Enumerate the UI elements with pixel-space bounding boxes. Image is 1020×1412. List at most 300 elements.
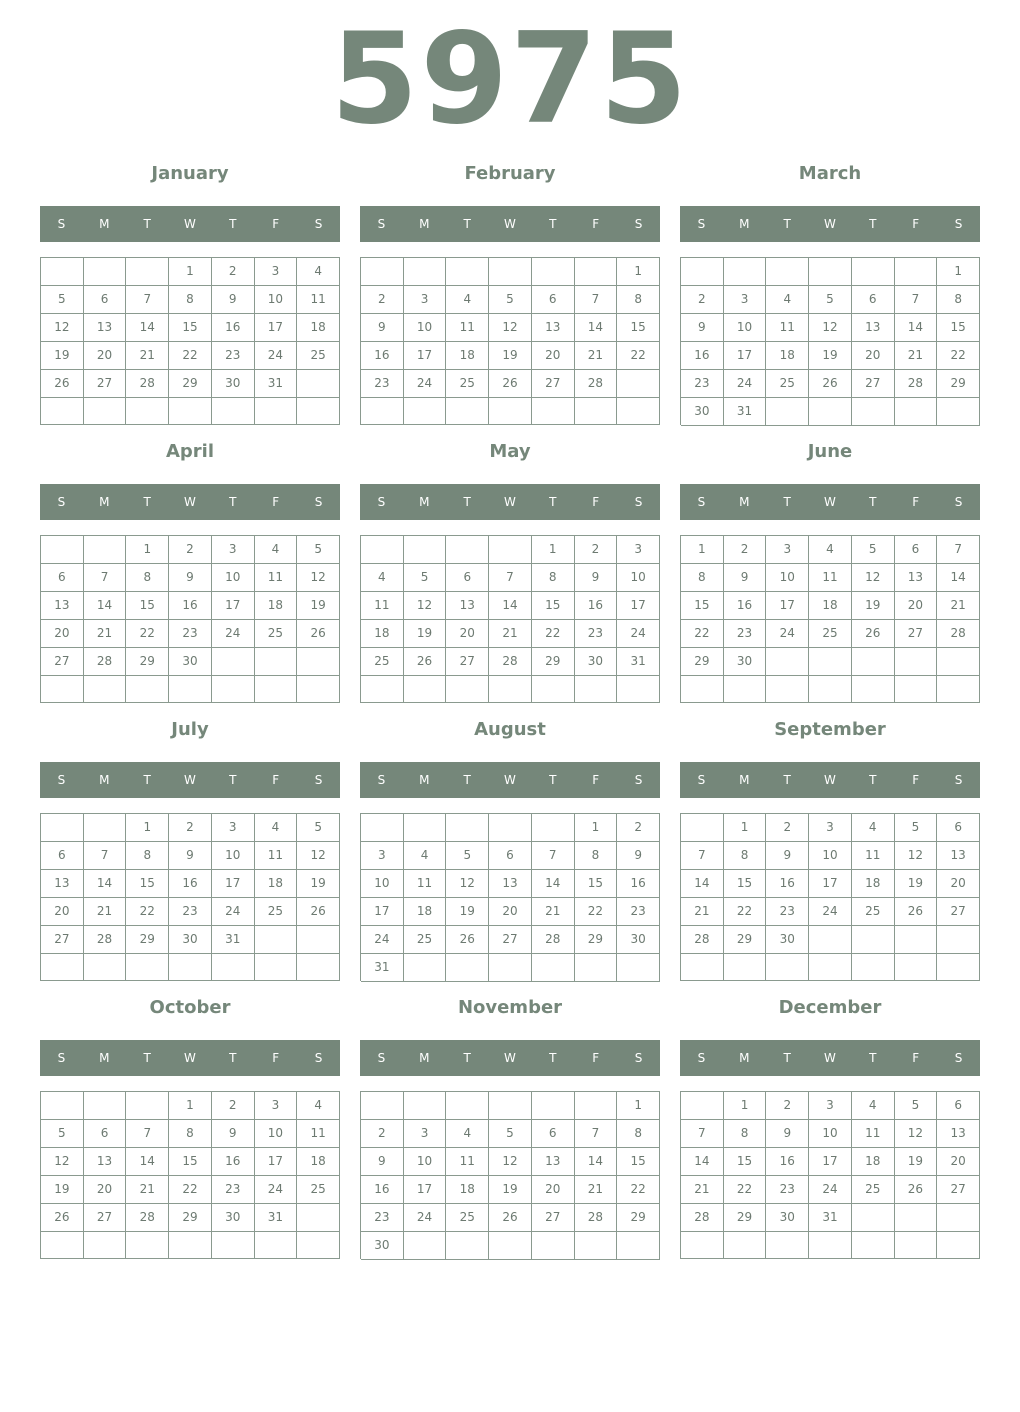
weekday-label: M (99, 217, 110, 231)
day-cell: 15 (126, 592, 169, 620)
weekday-header (360, 206, 660, 242)
weekday-label: W (184, 773, 196, 787)
day-cell: 9 (617, 842, 660, 870)
day-cell (852, 1204, 895, 1232)
day-cell: 21 (681, 898, 724, 926)
day-cell: 19 (895, 870, 938, 898)
day-cell: 19 (895, 1148, 938, 1176)
day-cell: 16 (212, 1148, 255, 1176)
day-cell: 6 (41, 564, 84, 592)
weekday-header (680, 484, 980, 520)
day-cell: 3 (809, 1092, 852, 1120)
day-cell: 20 (84, 1176, 127, 1204)
day-cell: 23 (169, 620, 212, 648)
day-grid (680, 535, 980, 703)
day-cell: 27 (489, 926, 532, 954)
day-cell: 11 (361, 592, 404, 620)
day-cell: 21 (84, 898, 127, 926)
day-cell (126, 1232, 169, 1259)
weekday-label: T (229, 217, 237, 231)
day-cell: 13 (84, 314, 127, 342)
day-cell: 11 (297, 1120, 340, 1148)
day-cell: 30 (617, 926, 660, 954)
day-cell: 26 (489, 1204, 532, 1232)
day-cell: 10 (404, 314, 447, 342)
weekday-label: S (954, 217, 963, 231)
day-cell: 2 (766, 1092, 809, 1120)
month-name: January (151, 163, 229, 184)
day-cell (895, 398, 938, 426)
day-cell (404, 1092, 447, 1120)
day-cell: 8 (724, 842, 767, 870)
day-cell (297, 926, 340, 954)
day-cell: 20 (41, 620, 84, 648)
day-cell: 16 (361, 342, 404, 370)
day-cell: 10 (766, 564, 809, 592)
day-cell: 7 (575, 1120, 618, 1148)
day-cell (937, 926, 980, 954)
day-cell: 15 (169, 1148, 212, 1176)
day-grid (680, 1091, 980, 1259)
day-cell (446, 258, 489, 286)
day-cell: 14 (84, 592, 127, 620)
day-cell: 22 (937, 342, 980, 370)
day-cell: 28 (575, 370, 618, 398)
day-cell (404, 1232, 447, 1260)
day-cell: 20 (532, 1176, 575, 1204)
day-cell (852, 1232, 895, 1259)
day-cell: 7 (126, 286, 169, 314)
day-cell: 29 (169, 1204, 212, 1232)
day-cell (41, 814, 84, 842)
day-cell (532, 258, 575, 286)
day-cell (895, 676, 938, 703)
day-cell (41, 954, 84, 981)
weekday-label: S (697, 773, 706, 787)
day-cell (575, 258, 618, 286)
day-cell (532, 1232, 575, 1260)
day-cell: 23 (169, 898, 212, 926)
day-cell: 29 (575, 926, 618, 954)
day-cell: 25 (766, 370, 809, 398)
day-cell (297, 676, 340, 703)
day-cell: 5 (895, 1092, 938, 1120)
day-cell: 6 (895, 536, 938, 564)
day-cell: 12 (41, 314, 84, 342)
day-cell: 3 (404, 286, 447, 314)
day-cell: 12 (489, 1148, 532, 1176)
day-cell: 23 (766, 1176, 809, 1204)
weekday-label: T (229, 1051, 237, 1065)
day-cell: 13 (489, 870, 532, 898)
day-cell: 2 (766, 814, 809, 842)
weekday-label: T (549, 217, 557, 231)
day-cell (766, 954, 809, 981)
day-cell: 11 (809, 564, 852, 592)
day-cell: 8 (617, 1120, 660, 1148)
day-cell: 17 (404, 1176, 447, 1204)
day-cell (255, 398, 298, 425)
day-cell: 2 (212, 258, 255, 286)
day-cell (41, 398, 84, 425)
day-cell (532, 814, 575, 842)
weekday-label: S (314, 217, 323, 231)
day-cell (766, 258, 809, 286)
day-cell: 8 (126, 842, 169, 870)
day-cell: 30 (724, 648, 767, 676)
weekday-label: S (314, 773, 323, 787)
day-cell: 28 (489, 648, 532, 676)
day-cell: 24 (255, 1176, 298, 1204)
day-cell: 12 (404, 592, 447, 620)
weekday-label: M (99, 773, 110, 787)
day-cell: 24 (617, 620, 660, 648)
weekday-label: S (634, 495, 643, 509)
day-cell (617, 954, 660, 982)
weekday-label: W (824, 773, 836, 787)
weekday-label: T (869, 1051, 877, 1065)
day-cell: 20 (852, 342, 895, 370)
day-cell: 24 (404, 1204, 447, 1232)
day-cell: 22 (169, 1176, 212, 1204)
day-cell: 19 (446, 898, 489, 926)
day-cell: 6 (532, 286, 575, 314)
day-cell: 10 (809, 842, 852, 870)
day-cell: 28 (84, 648, 127, 676)
day-cell: 17 (255, 1148, 298, 1176)
weekday-label: W (824, 495, 836, 509)
weekday-label: T (143, 495, 151, 509)
day-cell: 26 (404, 648, 447, 676)
weekday-label: F (912, 495, 920, 509)
day-cell: 20 (532, 342, 575, 370)
day-cell: 22 (126, 898, 169, 926)
day-cell (937, 1204, 980, 1232)
day-cell: 8 (724, 1120, 767, 1148)
day-cell (446, 814, 489, 842)
day-cell: 23 (361, 370, 404, 398)
day-cell: 5 (809, 286, 852, 314)
day-cell (41, 676, 84, 703)
day-cell: 11 (852, 842, 895, 870)
weekday-label: T (229, 773, 237, 787)
day-cell: 19 (404, 620, 447, 648)
day-cell: 22 (617, 1176, 660, 1204)
day-cell (446, 1092, 489, 1120)
day-cell: 6 (852, 286, 895, 314)
day-cell (212, 398, 255, 425)
day-grid (360, 1091, 660, 1259)
day-cell: 20 (84, 342, 127, 370)
day-cell: 4 (852, 814, 895, 842)
day-cell: 25 (446, 370, 489, 398)
weekday-label: T (463, 773, 471, 787)
day-cell: 12 (895, 1120, 938, 1148)
weekday-label: M (739, 217, 750, 231)
day-cell: 30 (212, 1204, 255, 1232)
day-cell: 12 (809, 314, 852, 342)
day-cell (446, 398, 489, 425)
day-cell: 22 (532, 620, 575, 648)
weekday-label: F (592, 1051, 600, 1065)
day-cell: 23 (212, 342, 255, 370)
day-cell: 1 (532, 536, 575, 564)
day-cell (297, 1204, 340, 1232)
day-cell: 2 (212, 1092, 255, 1120)
day-cell: 19 (489, 1176, 532, 1204)
day-cell: 23 (766, 898, 809, 926)
day-cell (937, 676, 980, 703)
day-cell: 4 (446, 286, 489, 314)
day-cell (617, 1232, 660, 1260)
day-cell: 2 (617, 814, 660, 842)
day-cell (852, 258, 895, 286)
day-cell: 12 (446, 870, 489, 898)
day-cell: 26 (446, 926, 489, 954)
weekday-label: T (783, 495, 791, 509)
weekday-label: S (634, 217, 643, 231)
day-cell: 5 (404, 564, 447, 592)
day-cell: 17 (361, 898, 404, 926)
day-cell (297, 648, 340, 676)
day-cell (489, 676, 532, 703)
day-cell: 30 (575, 648, 618, 676)
day-cell: 30 (681, 398, 724, 426)
day-cell (489, 954, 532, 982)
day-cell: 31 (809, 1204, 852, 1232)
day-cell (84, 676, 127, 703)
day-cell: 24 (212, 898, 255, 926)
day-cell: 4 (297, 1092, 340, 1120)
day-cell: 21 (126, 1176, 169, 1204)
day-cell: 31 (617, 648, 660, 676)
day-cell (489, 1092, 532, 1120)
weekday-label: M (739, 495, 750, 509)
day-cell: 27 (84, 370, 127, 398)
day-cell (809, 258, 852, 286)
weekday-label: T (549, 495, 557, 509)
day-cell: 10 (809, 1120, 852, 1148)
day-cell: 14 (84, 870, 127, 898)
weekday-label: T (783, 217, 791, 231)
month-name: April (165, 441, 215, 462)
day-cell: 7 (84, 842, 127, 870)
weekday-label: M (419, 773, 430, 787)
day-cell: 5 (41, 286, 84, 314)
day-cell (404, 814, 447, 842)
day-cell: 24 (809, 898, 852, 926)
day-cell: 2 (681, 286, 724, 314)
day-cell: 27 (84, 1204, 127, 1232)
day-cell: 29 (724, 926, 767, 954)
day-cell: 26 (41, 1204, 84, 1232)
day-cell: 9 (169, 842, 212, 870)
day-cell: 1 (724, 814, 767, 842)
day-cell: 5 (489, 1120, 532, 1148)
day-cell: 10 (404, 1148, 447, 1176)
day-cell: 7 (575, 286, 618, 314)
day-cell: 23 (617, 898, 660, 926)
day-cell: 29 (126, 648, 169, 676)
day-cell: 9 (361, 1148, 404, 1176)
day-cell (446, 676, 489, 703)
day-cell: 19 (852, 592, 895, 620)
day-cell: 11 (852, 1120, 895, 1148)
day-cell (126, 398, 169, 425)
weekday-label: S (57, 217, 66, 231)
day-cell (489, 258, 532, 286)
weekday-header (680, 1040, 980, 1076)
day-grid (40, 535, 340, 703)
day-cell: 4 (255, 814, 298, 842)
weekday-label: S (697, 217, 706, 231)
day-cell: 22 (681, 620, 724, 648)
day-cell: 15 (575, 870, 618, 898)
day-cell: 9 (212, 286, 255, 314)
day-cell (809, 676, 852, 703)
day-cell: 6 (937, 1092, 980, 1120)
day-cell: 27 (446, 648, 489, 676)
day-cell: 12 (489, 314, 532, 342)
day-cell: 11 (297, 286, 340, 314)
day-cell: 29 (532, 648, 575, 676)
day-cell (169, 954, 212, 981)
day-cell: 16 (681, 342, 724, 370)
day-cell: 22 (126, 620, 169, 648)
weekday-label: M (99, 1051, 110, 1065)
day-cell (852, 926, 895, 954)
day-cell (255, 648, 298, 676)
day-cell (766, 1232, 809, 1259)
day-cell (255, 926, 298, 954)
day-cell: 18 (852, 1148, 895, 1176)
day-cell: 27 (895, 620, 938, 648)
day-cell: 31 (255, 370, 298, 398)
day-cell: 2 (575, 536, 618, 564)
day-grid (360, 813, 660, 981)
weekday-label: F (912, 1051, 920, 1065)
weekday-label: W (504, 773, 516, 787)
day-cell: 26 (809, 370, 852, 398)
day-cell: 16 (169, 870, 212, 898)
day-cell (361, 676, 404, 703)
day-cell: 5 (446, 842, 489, 870)
weekday-label: F (272, 495, 280, 509)
day-cell: 16 (617, 870, 660, 898)
day-cell: 14 (895, 314, 938, 342)
weekday-label: S (697, 495, 706, 509)
weekday-label: T (229, 495, 237, 509)
weekday-header (360, 1040, 660, 1076)
day-cell (255, 676, 298, 703)
day-cell (809, 1232, 852, 1259)
day-cell (852, 398, 895, 426)
day-cell: 30 (361, 1232, 404, 1260)
day-cell (852, 648, 895, 676)
day-cell (446, 536, 489, 564)
day-cell: 6 (41, 842, 84, 870)
day-cell: 6 (84, 1120, 127, 1148)
weekday-label: F (912, 773, 920, 787)
weekday-label: W (824, 217, 836, 231)
weekday-label: T (143, 773, 151, 787)
weekday-label: S (954, 495, 963, 509)
day-cell: 31 (212, 926, 255, 954)
day-cell: 8 (617, 286, 660, 314)
day-cell (361, 536, 404, 564)
weekday-header (40, 206, 340, 242)
day-cell (297, 1232, 340, 1259)
day-cell (41, 536, 84, 564)
day-cell: 10 (724, 314, 767, 342)
day-cell: 15 (126, 870, 169, 898)
day-cell: 19 (489, 342, 532, 370)
day-cell: 14 (489, 592, 532, 620)
day-cell (169, 398, 212, 425)
day-cell: 4 (809, 536, 852, 564)
day-cell: 8 (532, 564, 575, 592)
day-cell: 9 (724, 564, 767, 592)
weekday-label: S (697, 1051, 706, 1065)
day-cell: 27 (937, 1176, 980, 1204)
day-cell: 28 (575, 1204, 618, 1232)
day-cell (937, 648, 980, 676)
day-cell: 10 (255, 286, 298, 314)
day-cell (895, 258, 938, 286)
day-cell: 28 (681, 926, 724, 954)
day-cell: 5 (297, 536, 340, 564)
day-cell: 7 (126, 1120, 169, 1148)
day-cell: 18 (852, 870, 895, 898)
day-cell: 10 (255, 1120, 298, 1148)
day-cell: 7 (489, 564, 532, 592)
day-cell: 26 (852, 620, 895, 648)
day-cell: 20 (937, 1148, 980, 1176)
day-cell: 21 (126, 342, 169, 370)
weekday-label: W (504, 217, 516, 231)
day-cell: 1 (169, 258, 212, 286)
day-cell: 13 (41, 592, 84, 620)
day-cell (297, 398, 340, 425)
day-cell (126, 954, 169, 981)
day-cell (681, 954, 724, 981)
day-cell: 5 (852, 536, 895, 564)
weekday-label: S (634, 1051, 643, 1065)
day-cell: 21 (575, 1176, 618, 1204)
day-cell (489, 398, 532, 425)
day-cell: 15 (937, 314, 980, 342)
day-cell: 3 (809, 814, 852, 842)
day-cell: 15 (617, 1148, 660, 1176)
weekday-label: M (739, 1051, 750, 1065)
weekday-label: T (463, 495, 471, 509)
day-cell: 29 (681, 648, 724, 676)
weekday-label: M (99, 495, 110, 509)
day-cell: 27 (41, 926, 84, 954)
weekday-label: F (592, 773, 600, 787)
day-cell: 31 (361, 954, 404, 982)
day-cell: 17 (617, 592, 660, 620)
day-cell: 27 (937, 898, 980, 926)
day-cell (84, 1232, 127, 1259)
weekday-label: F (272, 773, 280, 787)
weekday-label: W (184, 1051, 196, 1065)
day-cell (169, 676, 212, 703)
day-cell: 18 (446, 1176, 489, 1204)
day-cell: 30 (212, 370, 255, 398)
day-cell (361, 814, 404, 842)
day-cell: 24 (255, 342, 298, 370)
